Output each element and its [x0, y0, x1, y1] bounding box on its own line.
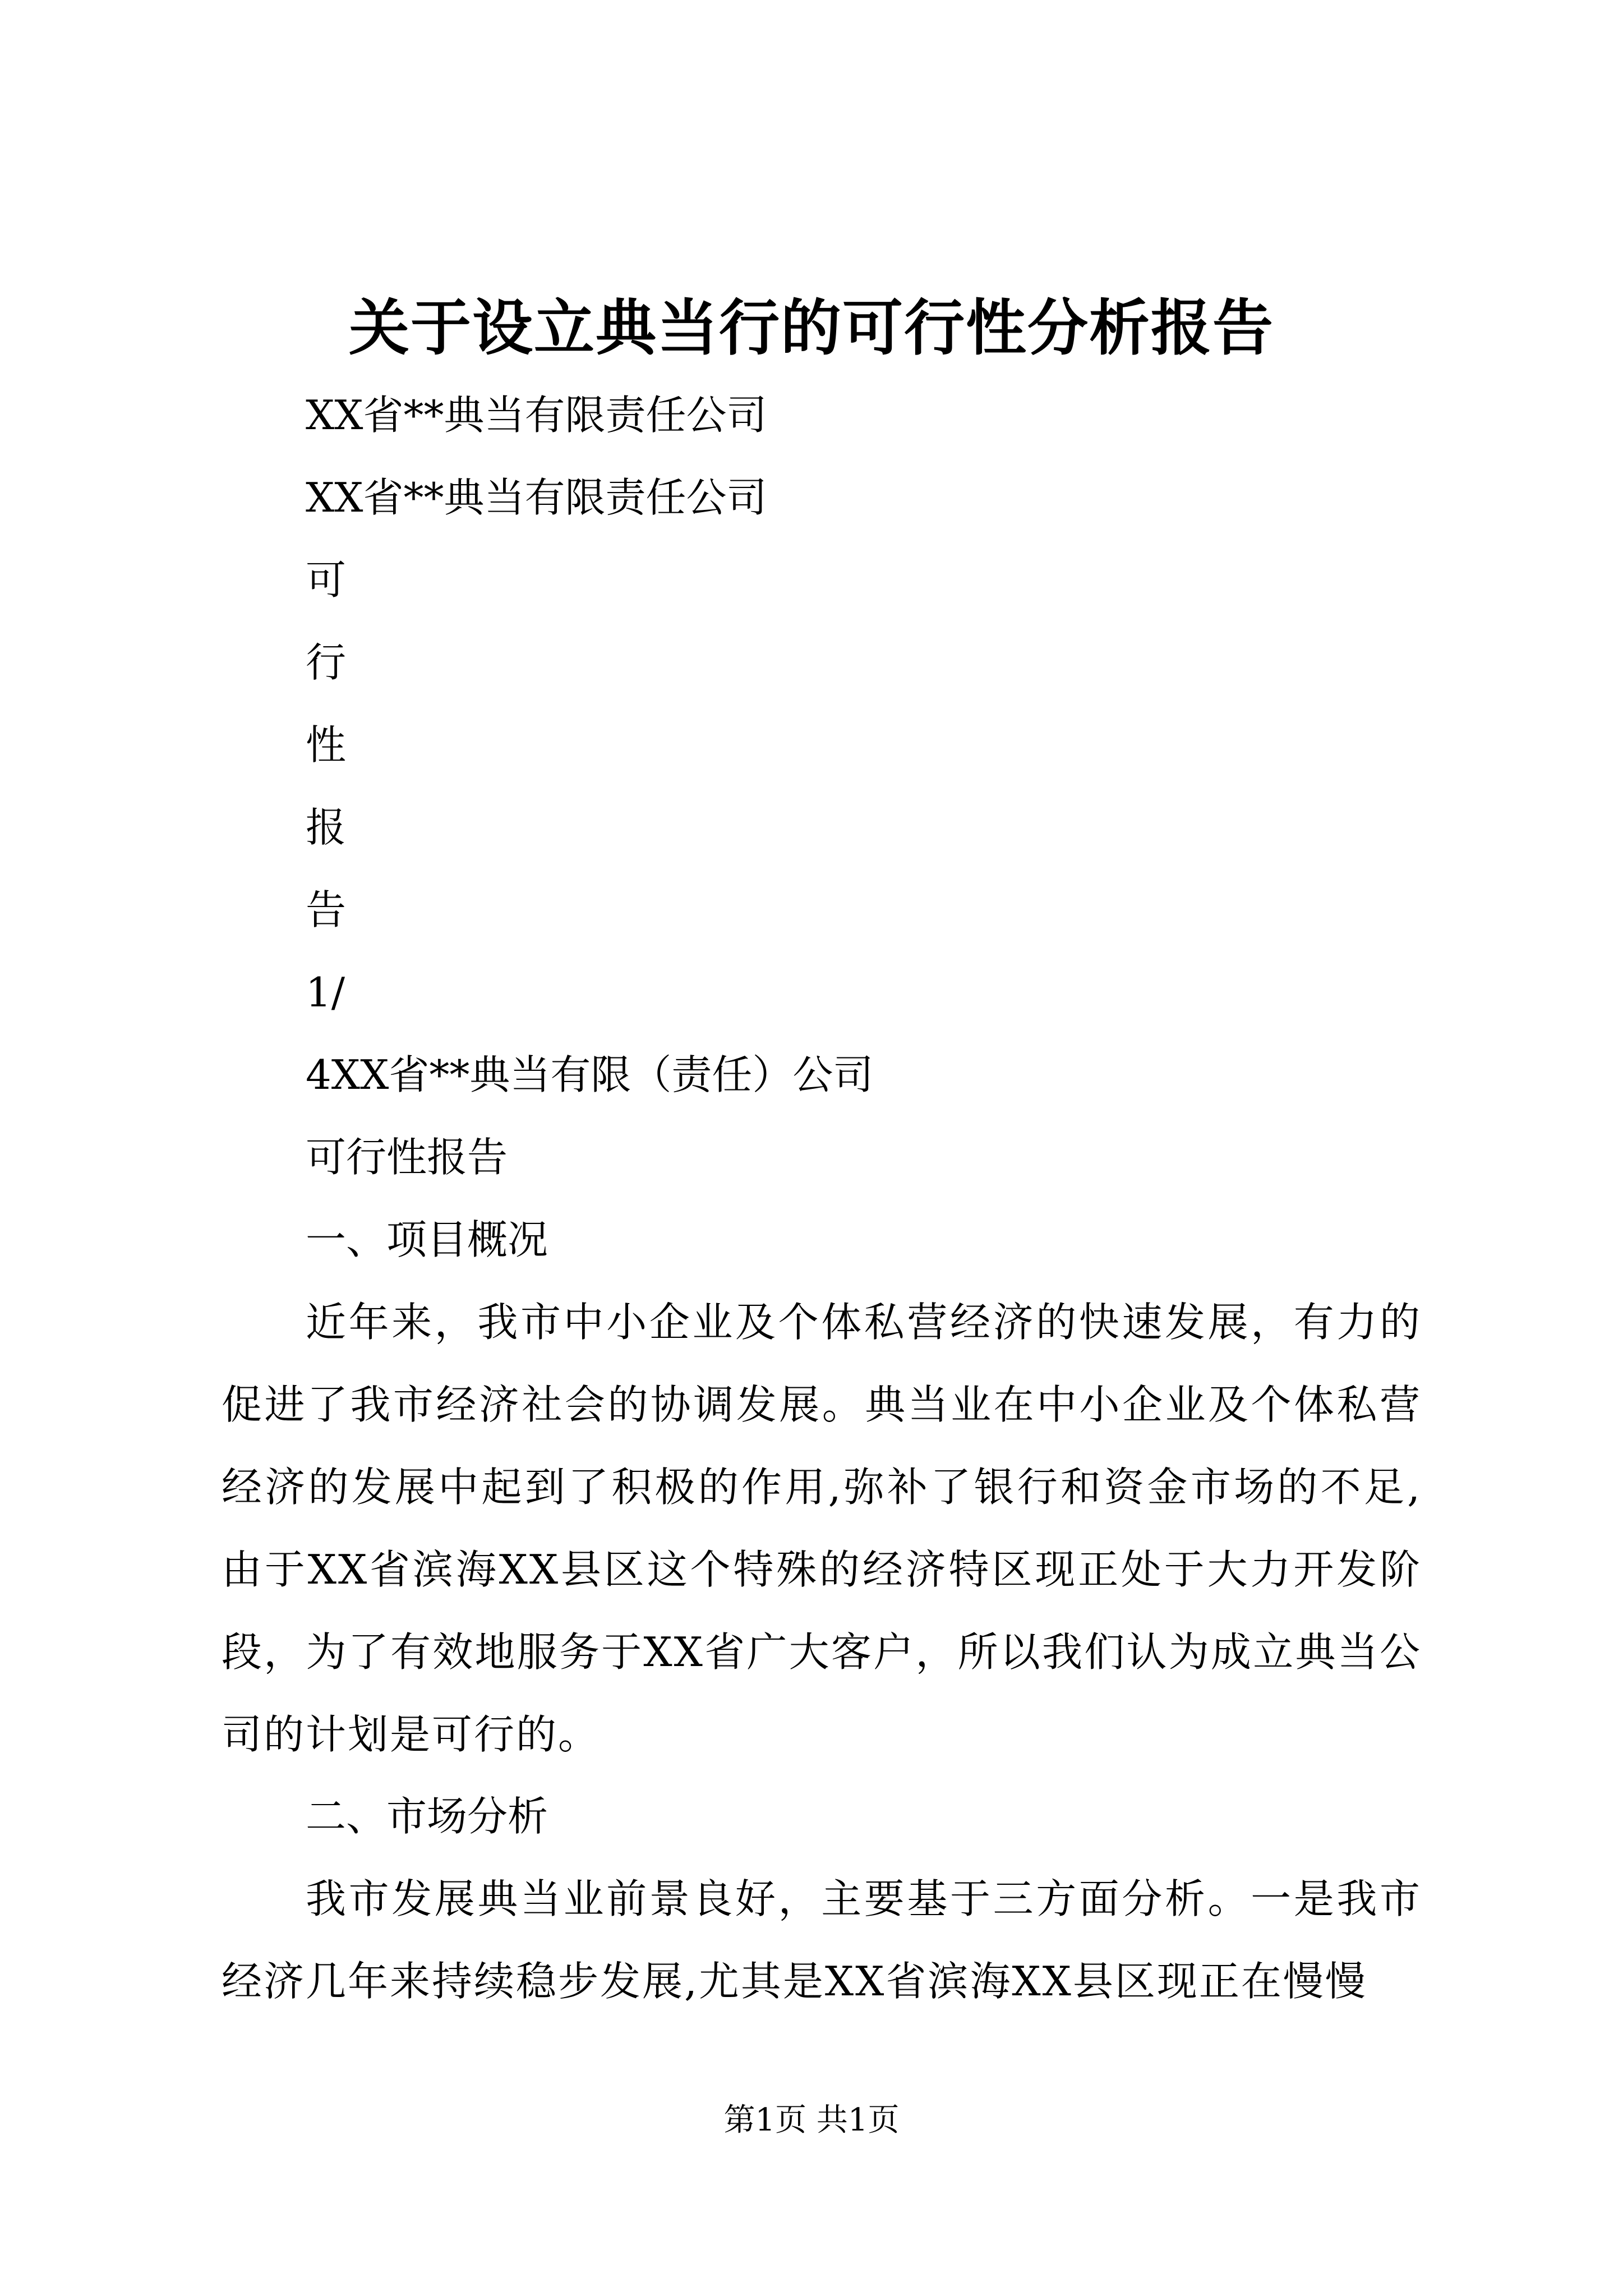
- paragraph-overview: 近年来，我市中小企业及个体私营经济的快速发展，有力的促进了我市经济社会的协调发展。典当业在中小企业及个体私营经济的发展中起到了积极的作用,弥补了银行和资金市场的不足,由于XX省滨海XX县区这个特殊的经济特区现正处于大力开发阶段，为了有效地服务于XX省广大客户，所以我们认为成立典当公司的计划是可行的。: [222, 1299, 1422, 1758]
- vertical-char-line: 可: [306, 556, 347, 604]
- section-heading: 一、项目概况: [306, 1216, 548, 1263]
- page-fragment-line: 1/: [306, 969, 345, 1016]
- company-name-line: 4XX省**典当有限（责任）公司: [306, 1051, 874, 1098]
- page-footer: 第1页 共1页: [723, 2102, 900, 2138]
- report-heading: 可行性报告: [306, 1134, 508, 1181]
- vertical-char-line: 告: [306, 886, 347, 933]
- vertical-char-line: 报: [306, 804, 347, 851]
- section-heading: 二、市场分析: [306, 1793, 548, 1840]
- document-title: 关于设立典当行的可行性分析报告: [348, 293, 1274, 364]
- company-name-line: XX省**典当有限责任公司: [306, 392, 767, 439]
- company-name-line: XX省**典当有限责任公司: [306, 474, 767, 521]
- paragraph-market: 我市发展典当业前景良好，主要基于三方面分析。一是我市经济几年来持续稳步发展,尤其是XX省滨海XX县区现正在慢慢: [222, 1875, 1422, 2005]
- vertical-char-line: 行: [306, 639, 347, 686]
- vertical-char-line: 性: [306, 721, 347, 769]
